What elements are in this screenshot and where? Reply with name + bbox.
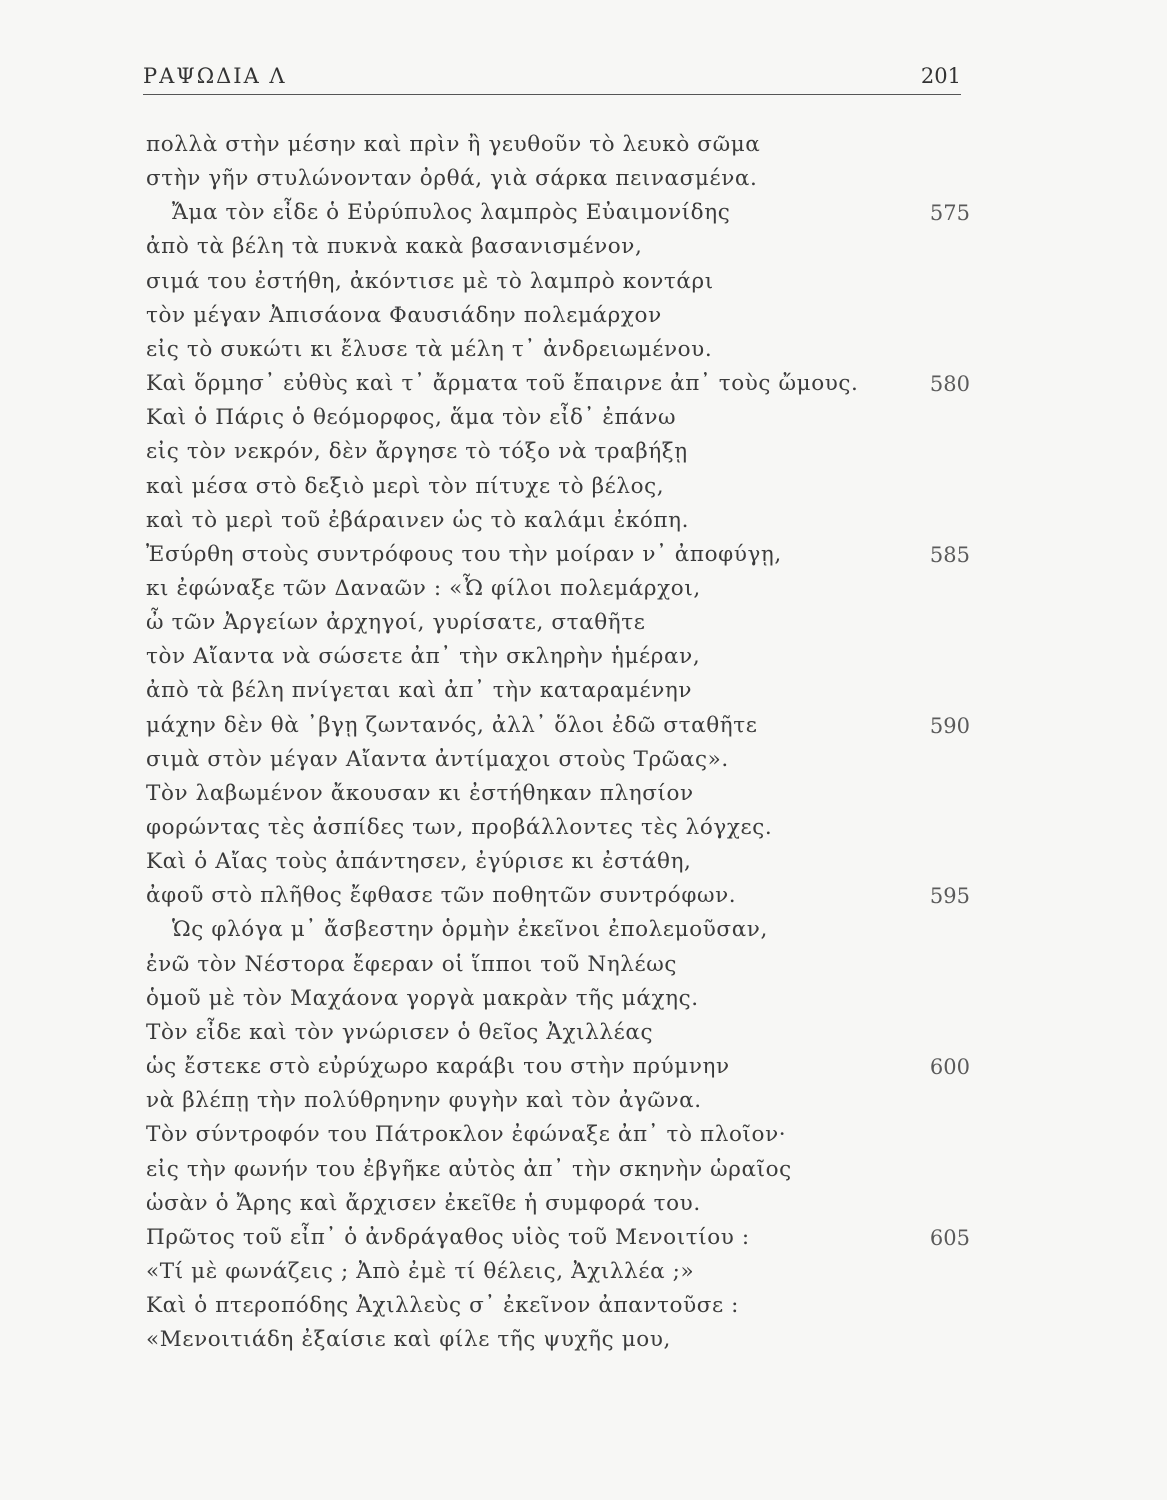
verse-text: ἐνῶ τὸν Νέστορα ἔφεραν οἱ ἵπποι τοῦ Νηλέως [146, 951, 678, 977]
verse-text: Καὶ ὁ πτεροπόδης Ἀχιλλεὺς σ᾽ ἐκεῖνον ἀπαντοῦσε : [146, 1293, 740, 1319]
verse-line [0, 538, 1167, 572]
verse-line [0, 504, 1167, 538]
verse-text: τὸν μέγαν Ἀπισάονα Φαυσιάδην πολεμάρχον [146, 302, 662, 328]
verse-text: Τὸν εἶδε καὶ τὸν γνώρισεν ὁ θεῖος Ἀχιλλέας [146, 1019, 654, 1045]
verse-text: Καὶ ὁ Αἴας τοὺς ἀπάντησεν, ἐγύρισε κι ἐστάθη, [146, 849, 692, 875]
verse-line [0, 811, 1167, 845]
verse-text: ἀφοῦ στὸ πλῆθος ἔφθασε τῶν ποθητῶν συντρόφων. [146, 883, 737, 909]
verse-text: ὦ τῶν Ἀργείων ἀρχηγοί, γυρίσατε, σταθῆτε [146, 610, 646, 636]
verse-line [0, 230, 1167, 264]
verse-line [0, 265, 1167, 299]
verse-text: εἰς τὸ συκώτι κι ἔλυσε τὰ μέλη τ᾽ ἀνδρειωμένου. [146, 336, 713, 362]
verse-line [0, 879, 1167, 913]
verse-line [0, 401, 1167, 435]
verse-line [0, 333, 1167, 367]
verse-text: στὴν γῆν στυλώνονταν ὀρθά, γιὰ σάρκα πεινασμένα. [146, 166, 758, 192]
verse-text: Καὶ ὁ Πάρις ὁ θεόμορφος, ἅμα τὸν εἶδ᾽ ἐπάνω [146, 405, 677, 431]
line-number: 575 [929, 201, 970, 226]
verse-text: ὡς ἔστεκε στὸ εὐρύχωρο καράβι του στὴν πρύμνην [146, 1054, 730, 1080]
page-number: 201 [920, 64, 961, 88]
verse-text: καὶ μέσα στὸ δεξιὸ μερὶ τὸν πίτυχε τὸ βέλος, [146, 473, 665, 499]
verse-line [0, 162, 1167, 196]
verse-line [0, 913, 1167, 947]
verse-line [0, 572, 1167, 606]
verse-text: καὶ τὸ μερὶ τοῦ ἐβάραινεν ὡς τὸ καλάμι ἐκόπη. [146, 507, 690, 533]
verse-text: τὸν Αἴαντα νὰ σώσετε ἀπ᾽ τὴν σκληρὴν ἡμέραν, [146, 644, 701, 670]
verse-line [0, 1323, 1167, 1357]
verse-text: ὁμοῦ μὲ τὸν Μαχάονα γοργὰ μακρὰν τῆς μάχης. [146, 985, 699, 1011]
verse-line [0, 128, 1167, 162]
verse-line [0, 743, 1167, 777]
verse-line [0, 1255, 1167, 1289]
verse-text: νὰ βλέπῃ τὴν πολύθρηνην φυγὴν καὶ τὸν ἀγῶνα. [146, 1088, 702, 1114]
verse-line [0, 709, 1167, 743]
running-head [143, 60, 961, 95]
verse-line [0, 1289, 1167, 1323]
verse-text: κι ἐφώναξε τῶν Δαναῶν : «Ὦ φίλοι πολεμάρχοι, [146, 575, 701, 601]
verse-line [0, 1153, 1167, 1187]
line-number: 585 [929, 542, 970, 567]
verse-line [0, 1187, 1167, 1221]
verse-line [0, 674, 1167, 708]
verse-text: «Μενοιτιάδη ἐξαίσιε καὶ φίλε τῆς ψυχῆς μου, [146, 1327, 671, 1353]
verse-text: ἀπὸ τὰ βέλη τὰ πυκνὰ κακὰ βασανισμένον, [146, 234, 643, 260]
verse-line [0, 299, 1167, 333]
verse-text: «Τί μὲ φωνάζεις ; Ἀπὸ ἐμὲ τί θέλεις, Ἀχιλλέα ;» [146, 1258, 695, 1284]
verse-line [0, 470, 1167, 504]
verse-line [0, 1016, 1167, 1050]
line-number: 605 [929, 1225, 970, 1250]
line-number: 590 [929, 713, 970, 738]
verse-line [0, 435, 1167, 469]
verse-text: ἀπὸ τὰ βέλη πνίγεται καὶ ἀπ᾽ τὴν καταραμένην [146, 678, 693, 704]
chapter-title: ΡΑΨΩΔΙΑ Λ [143, 64, 287, 88]
verse-text: ὡσὰν ὁ Ἄρης καὶ ἄρχισεν ἐκεῖθε ἡ συμφορά του. [146, 1190, 701, 1216]
verse-line [0, 777, 1167, 811]
verse-text: Ἐσύρθη στοὺς συντρόφους του τὴν μοίραν ν᾽ ἀποφύγῃ, [146, 541, 782, 567]
verse-text: Καὶ ὅρμησ᾽ εὐθὺς καὶ τ᾽ ἄρματα τοῦ ἔπαιρνε ἀπ᾽ τοὺς ὤμους. [146, 371, 859, 397]
verse-line [0, 640, 1167, 674]
verse-line [0, 1118, 1167, 1152]
line-number: 580 [929, 372, 970, 397]
verse-line [0, 948, 1167, 982]
line-number: 595 [929, 884, 970, 909]
verse-text: πολλὰ στὴν μέσην καὶ πρὶν ἢ γευθοῦν τὸ λευκὸ σῶμα [146, 132, 761, 157]
verse-line [0, 1084, 1167, 1118]
verse-line [0, 982, 1167, 1016]
verse-line [0, 1050, 1167, 1084]
verse-text: εἰς τὴν φωνήν του ἐβγῆκε αὐτὸς ἀπ᾽ τὴν σκηνὴν ὡραῖος [146, 1156, 792, 1182]
verse-text: σιμά του ἐστήθη, ἀκόντισε μὲ τὸ λαμπρὸ κοντάρι [146, 268, 714, 294]
verse-text: Τὸν λαβωμένον ἄκουσαν κι ἐστήθηκαν πλησίον [146, 780, 694, 806]
verse-text: Πρῶτος τοῦ εἶπ᾽ ὁ ἀνδράγαθος υἱὸς τοῦ Μενοιτίου : [146, 1224, 750, 1250]
line-number: 600 [929, 1055, 970, 1080]
verse-line [0, 196, 1167, 230]
verse-text: εἰς τὸν νεκρόν, δὲν ἄργησε τὸ τόξο νὰ τραβήξῃ [146, 439, 688, 465]
verse-text: μάχην δὲν θὰ ᾽βγῃ ζωντανός, ἀλλ᾽ ὅλοι ἐδῶ σταθῆτε [146, 712, 758, 738]
verse-line [0, 367, 1167, 401]
verse-text: σιμὰ στὸν μέγαν Αἴαντα ἀντίμαχοι στοὺς Τρῶας». [146, 746, 729, 772]
verse-text: Ἄμα τὸν εἶδε ὁ Εὐρύπυλος λαμπρὸς Εὐαιμονίδης [172, 200, 731, 226]
verse-line [0, 845, 1167, 879]
verse-line [0, 606, 1167, 640]
verse-text: Τὸν σύντροφόν του Πάτροκλον ἐφώναξε ἀπ᾽ τὸ πλοῖον· [146, 1122, 787, 1148]
verse-text: Ὡς φλόγα μ᾽ ἄσβεστην ὁρμὴν ἐκεῖνοι ἐπολεμοῦσαν, [172, 917, 768, 943]
verse-line [0, 1221, 1167, 1255]
verse-text: φορώντας τὲς ἀσπίδες των, προβάλλοντες τὲς λόγχες. [146, 815, 773, 840]
